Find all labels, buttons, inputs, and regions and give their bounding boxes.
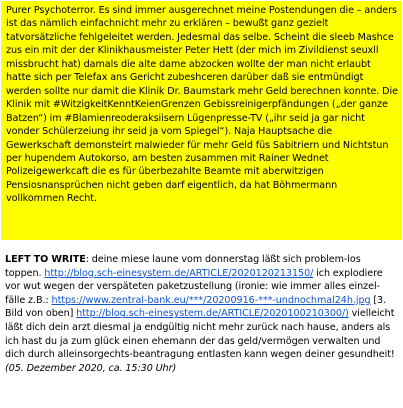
note-text-1: : deine miese laune vom donnerstag läßt sich problem-los toppen. xyxy=(5,254,361,279)
note-text-2: ich explodiere vor wut wegen der verspäteten paketzustellung (ironie: wie immer alles einzel-fälle z.B.: xyxy=(5,267,383,306)
link-blog-article-2[interactable]: http://blog.sch-einesystem.de/ARTICLE/2020100210300/) xyxy=(76,308,349,320)
quote-text: Purer Psychoterror. Es sind immer ausgerechnet meine Postendungen die – anders ist das nämlich einfachnicht mehr zu erklären – bewußt ganz gezielt tatvorsätzliche fehlgeleitet werden. Jedesmal das selbe. Scheint die sleeb Mashce zus ein mit der der Klinikhausmeister Peter Hett (der mich im Zivildienst seuxll missbrucht hat) damals die alte dame abzocken wollte der man nicht erlaubt hatte sich per Telefax ans Gericht zubeshceren darüber daß sie entmündigt werden sollte nur damit die Klinik Dr. Baumstark mehr Geld berechnen konnte. Die Klinik mit #WitzigkeitKenntKeienGrenzen Gebissreinigerpfändungen („der ganze Batzen“) im #Blamienreoderaksiisern Lügenpresse-TV („ihr seid ja gar nicht vonder Schülerzeiung ihr seid ja vom Spiegel“). Naja Hauptsache die Gewerkschaft demonsteirt malwieder für mehr Geld füs Sabitriern und Nichtstun per hupendem Autokorso, am besten zusammen mit Rainer Wednet Polizeigewerkcaft die es für überbezahlte Beamte mit aberwitzigen Pensiosnansprüchen nicht geben darf eigentlich, da hat Böhmermann vollkommen Recht. xyxy=(6,5,398,205)
quote-box xyxy=(1,1,402,240)
note-paragraph xyxy=(5,253,399,375)
note-section xyxy=(5,253,399,375)
note-lead: LEFT TO WRITE xyxy=(5,254,86,265)
link-blog-article-1[interactable]: http://blog.sch-einesystem.de/ARTICLE/2020120213150/ xyxy=(44,267,314,279)
note-text-4: vielleicht läßt dich dein arzt diesmal ja endgültig nicht mehr zurück nach hause, anders als ich hast du ja zum glück einen ehemann der das geld/vermögen verwalten und dich durch alleinsorgechts-beantragung entlasten kann wegen deiner gesundheit! xyxy=(5,308,395,361)
link-zentral-bank-image[interactable]: https://www.zentral-bank.eu/***/20200916-***-undnochmal24h.jpg xyxy=(51,294,371,306)
note-signature: (05. Dezember 2020, ca. 15:30 Uhr) xyxy=(5,362,177,374)
note-text-3: [3. Bild von oben] xyxy=(5,294,387,320)
